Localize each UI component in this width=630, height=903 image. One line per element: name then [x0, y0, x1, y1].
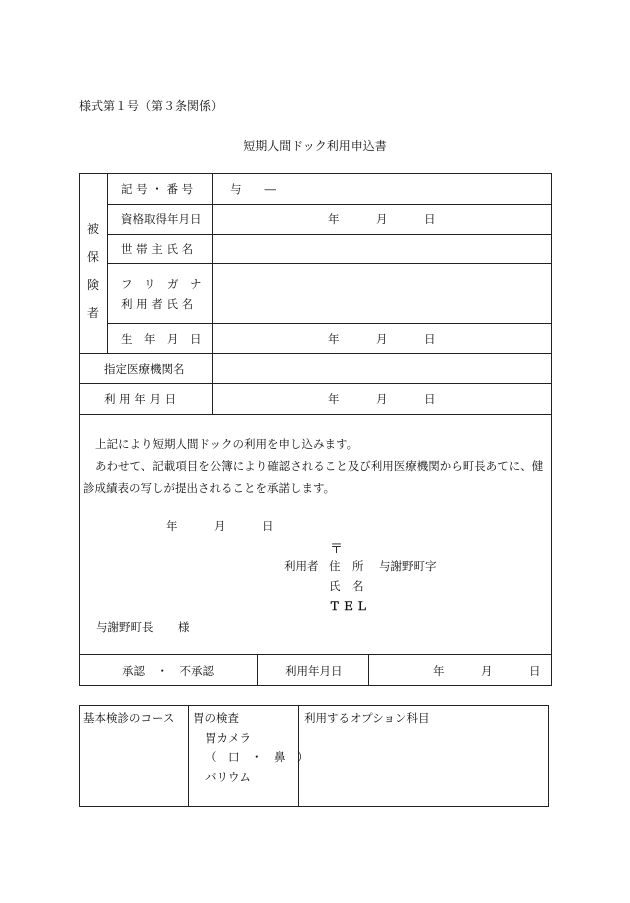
name-label: 氏 名 — [329, 579, 364, 593]
addressee: 与謝野町長 — [96, 620, 154, 634]
approval-day: 日 — [529, 664, 541, 678]
approval-month: 月 — [481, 664, 493, 678]
address-label: 住 所 — [329, 559, 364, 573]
qualification-date-year: 年 — [328, 212, 340, 226]
usage-date-label: 利 用 年 月 日 — [104, 392, 177, 406]
household-head-label: 世 帯 主 氏 名 — [121, 242, 194, 256]
qualification-date-day: 日 — [424, 212, 436, 226]
gastroscopy-option[interactable]: 胃カメラ — [205, 731, 251, 745]
basic-course-label: 基本検診のコース — [83, 711, 175, 725]
column-divider — [188, 705, 189, 807]
options-field[interactable] — [299, 728, 548, 806]
row-divider — [79, 414, 552, 415]
usage-date-month: 月 — [376, 392, 388, 406]
birth-date-month: 月 — [376, 332, 388, 346]
user-name-field[interactable] — [213, 264, 551, 322]
declaration-line-2: あわせて、記載項目を公簿により確認されること及び利用医療機関から町長あてに、健診成績表の写しが提出されることを承諾します。 — [83, 459, 544, 495]
birth-date-field[interactable] — [213, 324, 551, 352]
column-divider — [257, 654, 258, 686]
declaration-date-year: 年 — [166, 519, 178, 533]
applicant-label: 利用者 — [284, 559, 319, 573]
approval-year: 年 — [433, 664, 445, 678]
furigana-label: フ リ ガ ナ — [121, 277, 202, 291]
tel-label: ＴＥＬ — [329, 599, 370, 613]
mouth-nose-option[interactable]: （ 口 ・ 鼻 ） — [205, 750, 309, 764]
usage-date-day: 日 — [424, 392, 436, 406]
form-number: 様式第１号（第３条関係） — [79, 99, 224, 113]
approval-usage-date-label: 利用年月日 — [285, 664, 343, 678]
column-divider — [107, 173, 108, 353]
qualification-date-field[interactable] — [213, 205, 551, 233]
address-value[interactable]: 与謝野町字 — [379, 559, 437, 573]
birth-date-day: 日 — [424, 332, 436, 346]
institution-label: 指定医療機関名 — [104, 362, 185, 376]
addressee-honorific: 様 — [178, 620, 190, 634]
barium-option[interactable]: バリウム — [205, 770, 251, 784]
row-divider — [79, 654, 552, 655]
qualification-date-month: 月 — [376, 212, 388, 226]
declaration-date-month: 月 — [214, 519, 226, 533]
usage-date-field[interactable] — [213, 384, 551, 413]
institution-field[interactable] — [213, 354, 551, 382]
stomach-exam-label: 胃の検査 — [193, 711, 239, 725]
birth-date-year: 年 — [328, 332, 340, 346]
declaration-date-day: 日 — [262, 519, 274, 533]
symbol-number-value[interactable]: 与 ― — [230, 182, 276, 196]
insured-group-label: 被 保 険 者 — [86, 222, 99, 320]
qualification-date-label: 資格取得年月日 — [121, 212, 202, 226]
column-divider — [368, 654, 369, 686]
user-name-label: 利 用 者 氏 名 — [121, 297, 194, 311]
birth-date-label: 生 年 月 日 — [121, 332, 202, 346]
household-head-field[interactable] — [213, 235, 551, 262]
document-title: 短期人間ドック利用申込書 — [243, 139, 387, 153]
symbol-number-label: 記 号 ・ 番 号 — [121, 182, 194, 196]
usage-date-year: 年 — [328, 392, 340, 406]
options-label: 利用するオプション科目 — [304, 711, 430, 725]
approval-status[interactable]: 承認 ・ 不承認 — [122, 664, 214, 678]
declaration-line-1: 上記により短期人間ドックの利用を申し込みます。 — [95, 437, 359, 451]
postal-mark: 〒 — [330, 542, 344, 557]
